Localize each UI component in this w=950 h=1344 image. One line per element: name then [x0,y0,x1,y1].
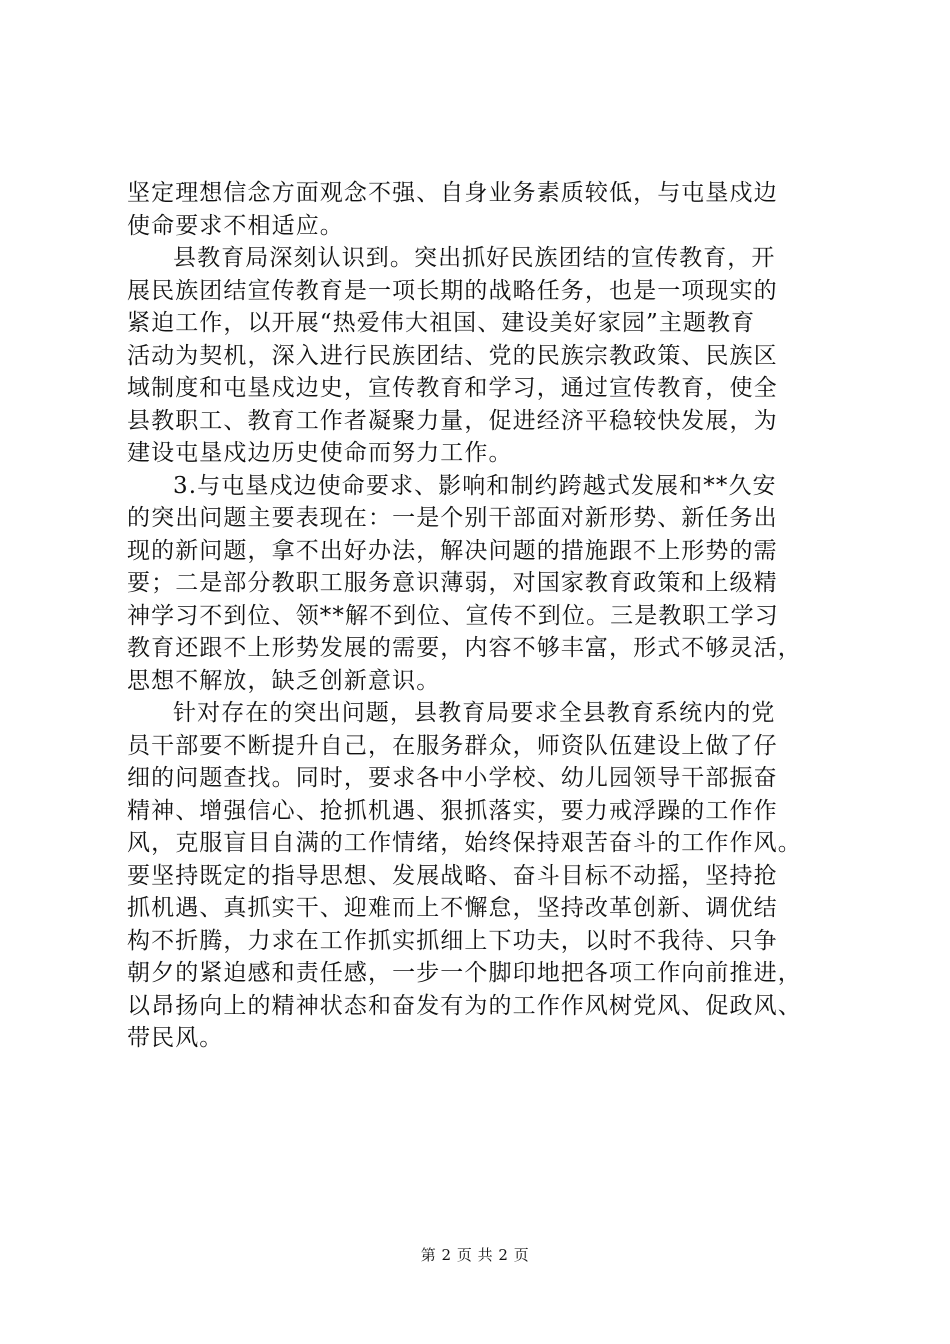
text-line: 现的新问题，拿不出好办法，解决问题的措施跟不上形势的需 [127,537,778,564]
document-body [127,177,827,1055]
text-line: 域制度和屯垦戍边史，宣传教育和学习，通过宣传教育，使全 [127,375,778,401]
text-line: 活动为契机，深入进行民族团结、党的民族宗教政策、民族区 [127,342,778,369]
text-line: 展民族团结宣传教育是一项长期的战略任务，也是一项现实的 [127,277,778,304]
text-line: 的突出问题主要表现在：一是个别干部面对新形势、新任务出 [127,505,778,531]
paragraph-start-line: 3.与屯垦戍边使命要求、影响和制约跨越式发展和**久安 [173,472,777,499]
text-line: 要；二是部分教职工服务意识薄弱，对国家教育政策和上级精 [127,570,778,596]
text-line: 县教职工、教育工作者凝聚力量，促进经济平稳较快发展，为 [127,407,778,434]
text-line: 建设屯垦戍边历史使命而努力工作。 [127,440,513,466]
paragraph-start-line: 针对存在的突出问题，县教育局要求全县教育系统内的党 [173,700,776,726]
text-line: 坚定理想信念方面观念不强、自身业务素质较低，与屯垦戍边 [127,180,778,206]
text-line: 要坚持既定的指导思想、发展战略、奋斗目标不动摇，坚持抢 [127,862,778,889]
text-line: 思想不解放，缺乏创新意识。 [127,667,441,694]
paragraph-start-line: 县教育局深刻认识到。突出抓好民族团结的宣传教育，开 [173,245,776,271]
text-line: 构不折腾，力求在工作抓实抓细上下功夫，以时不我待、只争 [127,927,778,954]
text-line: 风，克服盲目自满的工作情绪，始终保持艰苦奋斗的工作作风。 [127,830,802,856]
text-line: 员干部要不断提升自己，在服务群众，师资队伍建设上做了仔 [127,732,778,759]
text-line: 细的问题查找。同时，要求各中小学校、幼儿园领导干部振奋 [127,765,778,791]
text-line: 使命要求不相适应。 [127,212,344,239]
text-line: 以昂扬向上的精神状态和奋发有为的工作作风树党风、促政风、 [127,992,802,1019]
text-line: 带民风。 [127,1025,224,1051]
text-line: 紧迫工作，以开展“热爱伟大祖国、建设美好家园”主题教育 [127,310,756,336]
page-number-footer: 第 2 页 共 2 页 [420,1246,530,1264]
text-line: 教育还跟不上形势发展的需要，内容不够丰富，形式不够灵活， [127,635,802,661]
text-line: 神学习不到位、领**解不到位、宣传不到位。三是教职工学习 [127,602,779,629]
text-line: 朝夕的紧迫感和责任感，一步一个脚印地把各项工作向前推进， [127,960,802,986]
text-line: 抓机遇、真抓实干、迎难而上不懈怠，坚持改革创新、调优结 [127,895,778,921]
text-line: 精神、增强信心、抢抓机遇、狠抓落实，要力戒浮躁的工作作 [127,797,778,824]
